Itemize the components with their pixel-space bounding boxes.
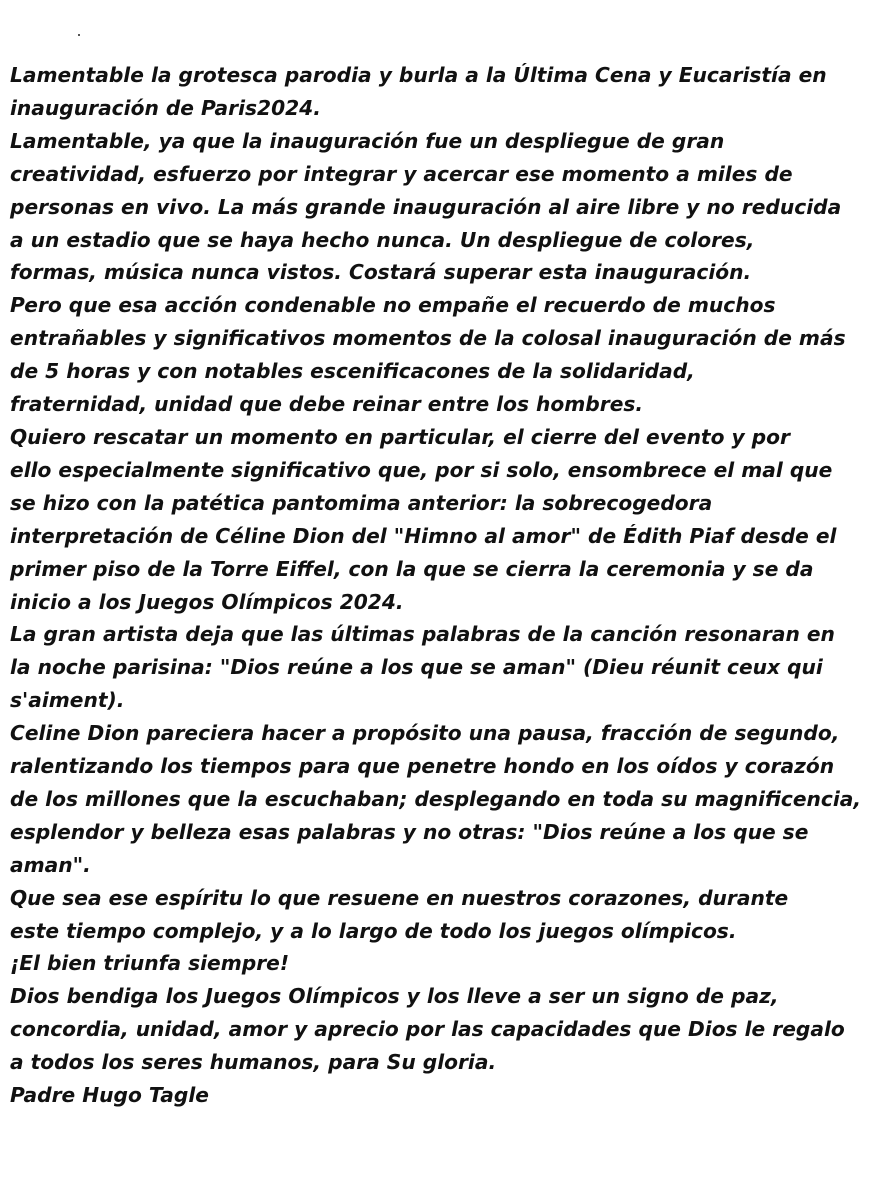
text-line: entrañables y significativos momentos de la colosal inauguración de más	[10, 326, 846, 351]
text-line: fraternidad, unidad que debe reinar entre los hombres.	[10, 392, 644, 417]
text-line: La gran artista deja que las últimas palabras de la canción resonaran en	[10, 622, 835, 647]
text-line: este tiempo complejo, y a lo largo de todo los juegos olímpicos.	[10, 918, 737, 943]
text-line: creatividad, esfuerzo por integrar y acercar ese momento a miles de	[10, 161, 793, 186]
text-line: Quiero rescatar un momento en particular, el cierre del evento y por	[10, 424, 790, 449]
text-line: primer piso de la Torre Eiffel, con la que se cierra la ceremonia y se da	[10, 556, 814, 581]
text-line: Dios bendiga los Juegos Olímpicos y los lleve a ser un signo de paz,	[10, 984, 779, 1009]
stray-dot	[78, 34, 80, 36]
text-line: s'aiment).	[10, 688, 125, 713]
text-line: esplendor y belleza esas palabras y no otras: "Dios reúne a los que se	[10, 819, 809, 844]
text-line: Pero que esa acción condenable no empañe el recuerdo de muchos	[10, 293, 776, 318]
signature: Padre Hugo Tagle	[10, 1083, 209, 1108]
text-line: a todos los seres humanos, para Su gloria.	[10, 1050, 497, 1075]
text-line: ¡El bien triunfa siempre!	[10, 951, 290, 976]
text-line: ralentizando los tiempos para que penetre hondo en los oídos y corazón	[10, 754, 835, 779]
text-line: ello especialmente significativo que, por si solo, ensombrece el mal que	[10, 457, 833, 482]
text-line: aman".	[10, 852, 91, 877]
text-line: formas, música nunca vistos. Costará superar esta inauguración.	[10, 260, 752, 285]
text-line: de los millones que la escuchaban; desplegando en toda su magnificencia,	[10, 786, 862, 811]
text-line: inauguración de Paris2024.	[10, 95, 321, 120]
text-line: concordia, unidad, amor y aprecio por las capacidades que Dios le regalo	[10, 1017, 845, 1042]
text-line: a un estadio que se haya hecho nunca. Un despliegue de colores,	[10, 227, 755, 252]
text-line: la noche parisina: "Dios reúne a los que se aman" (Dieu réunit ceux qui	[10, 655, 823, 680]
text-line: Que sea ese espíritu lo que resuene en nuestros corazones, durante	[10, 885, 789, 910]
letter-text	[10, 59, 880, 1112]
text-line: Celine Dion pareciera hacer a propósito una pausa, fracción de segundo,	[10, 721, 840, 746]
text-line: interpretación de Céline Dion del "Himno al amor" de Édith Piaf desde el	[10, 523, 837, 548]
text-line: se hizo con la patética pantomima anterior: la sobrecogedora	[10, 490, 713, 515]
text-line: de 5 horas y con notables escenificacones de la solidaridad,	[10, 359, 695, 384]
text-line: Lamentable, ya que la inauguración fue un despliegue de gran	[10, 128, 725, 153]
text-line: Lamentable la grotesca parodia y burla a la Última Cena y Eucaristía en	[10, 63, 827, 87]
text-line: personas en vivo. La más grande inauguración al aire libre y no reducida	[10, 194, 842, 219]
text-line: inicio a los Juegos Olímpicos 2024.	[10, 589, 404, 614]
